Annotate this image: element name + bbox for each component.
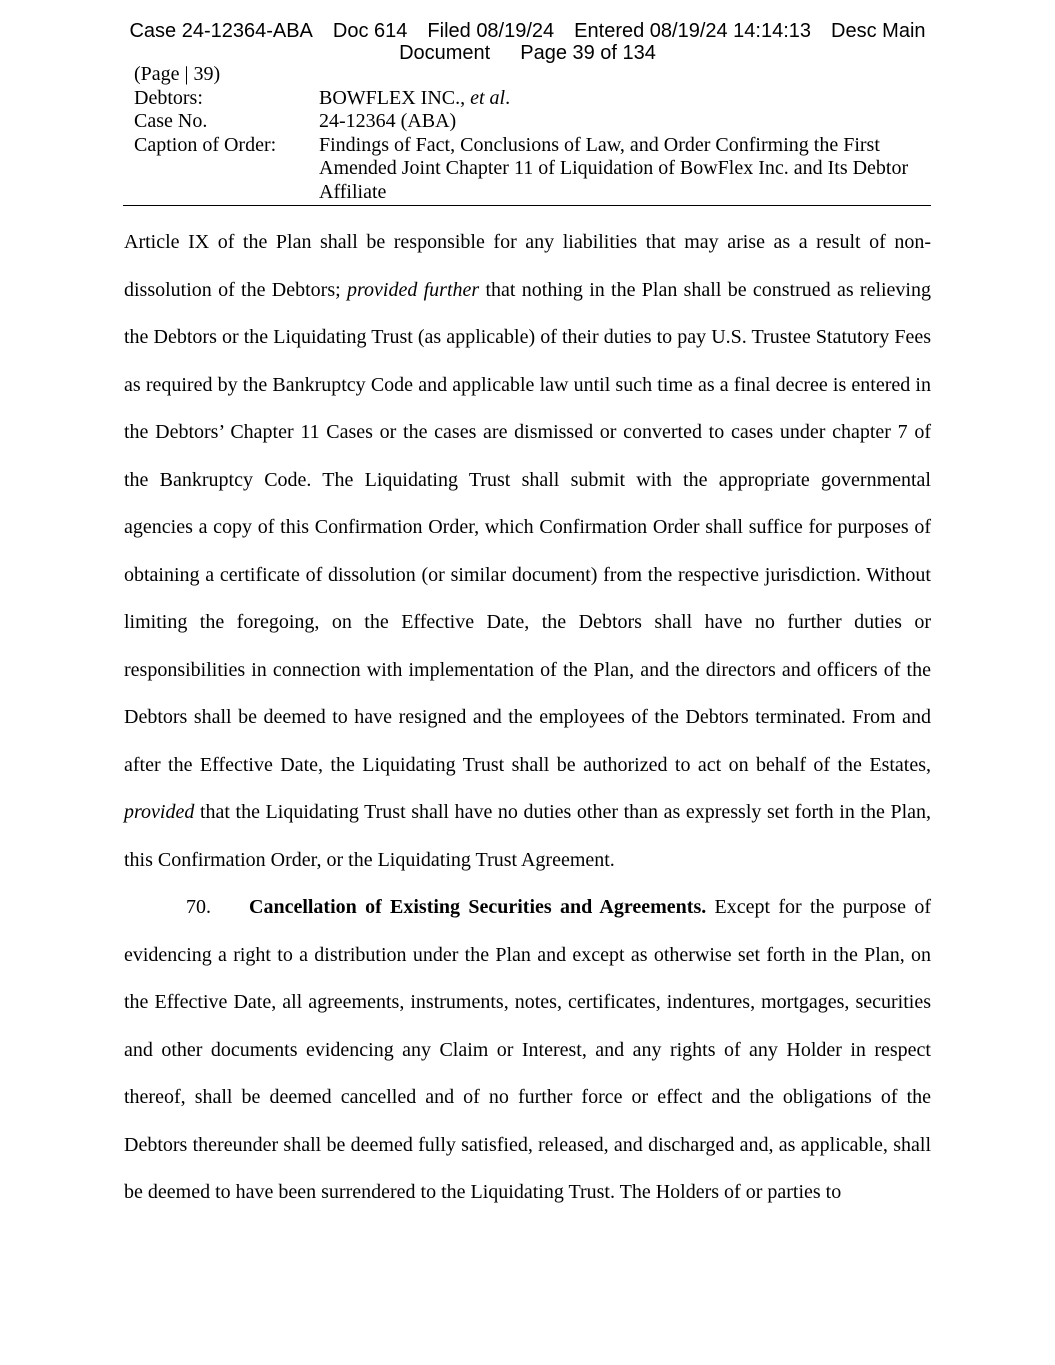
order-caption-value: Findings of Fact, Conclusions of Law, and Order Confirming the First Amended Joint Chapter 11 of Liquidation of BowFlex Inc. and Its Debtor Affiliate: [319, 133, 909, 203]
case-value: 24-12364 (ABA): [319, 110, 457, 133]
page-indicator: Page 39 of 134: [520, 42, 656, 64]
debtors-value: [319, 87, 934, 111]
provided-emphasis: provided: [124, 801, 195, 823]
paragraph-number: 70.: [186, 896, 211, 918]
document-body: [124, 219, 931, 1217]
order-caption-label: Caption of Order:: [134, 133, 277, 156]
debtors-label: Debtors:: [134, 86, 203, 109]
desc-label: Desc Main: [831, 20, 926, 42]
filed-date: Filed 08/19/24: [427, 20, 555, 42]
debtors-name: BOWFLEX INC.,: [319, 86, 471, 109]
document-label: Document: [399, 42, 491, 64]
filing-stamp-line-2: [0, 42, 1055, 64]
case-number: Case 24-12364-ABA: [129, 20, 313, 42]
paragraph-heading: Cancellation of Existing Securities and Agreements.: [249, 896, 707, 918]
entered-date: Entered 08/19/24 14:14:13: [574, 20, 812, 42]
page-ref: (Page | 39): [134, 63, 221, 85]
paragraph-70: 70. Cancellation of Existing Securities and Agreements. Except for the purpose of evidencing a right to a distribution under the Plan and except as otherwise set forth in the Plan, on the Effective Date, all agreements, instruments, notes, certificates, indentures, mortgages, securities and other documents evidencing any Claim or Interest, and any rights of any Holder in respect thereof, shall be deemed cancelled and of no further force or effect and the obligations of the Debtors thereunder shall be deemed fully satisfied, released, and discharged and, as applicable, shall be deemed to have been surrendered to the Liquidating Trust. The Holders of or parties to: [124, 884, 931, 1217]
caption-row-debtors: [134, 87, 934, 111]
filing-stamp-line-1: [0, 20, 1055, 42]
caption-row-order: [134, 134, 934, 205]
order-caption: [134, 63, 934, 205]
filing-stamp: [0, 20, 1055, 64]
caption-divider: [123, 205, 931, 206]
provided-further-emphasis: provided further: [346, 278, 480, 301]
doc-number: Doc 614: [332, 20, 408, 42]
caption-row-case: [134, 110, 934, 134]
case-label: Case No.: [134, 110, 208, 133]
debtors-etal: et al: [470, 86, 506, 109]
debtors-period: .: [505, 86, 511, 109]
paragraph-69-continued: Article IX of the Plan shall be responsible for any liabilities that may arise as a result of non-dissolution of the Debtors; provided further that nothing in the Plan shall be construed as relieving the Debtors or the Liquidating Trust (as applicable) of their duties to pay U.S. Trustee Statutory Fees as required by the Bankruptcy Code and applicable law until such time as a final decree is entered in the Debtors’ Chapter 11 Cases or the cases are dismissed or converted to cases under chapter 7 of the Bankruptcy Code. The Liquidating Trust shall submit with the appropriate governmental agencies a copy of this Confirmation Order, which Confirmation Order shall suffice for purposes of obtaining a certificate of dissolution (or similar document) from the respective jurisdiction. Without limiting the foregoing, on the Effective Date, the Debtors shall have no further duties or responsibilities in connection with implementation of the Plan, and the directors and officers of the Debtors shall be deemed to have resigned and the employees of the Debtors terminated. From and after the Effective Date, the Liquidating Trust shall be authorized to act on behalf of the Estates, provided that the Liquidating Trust shall have no duties other than as expressly set forth in the Plan, this Confirmation Order, or the Liquidating Trust Agreement.: [124, 231, 931, 871]
